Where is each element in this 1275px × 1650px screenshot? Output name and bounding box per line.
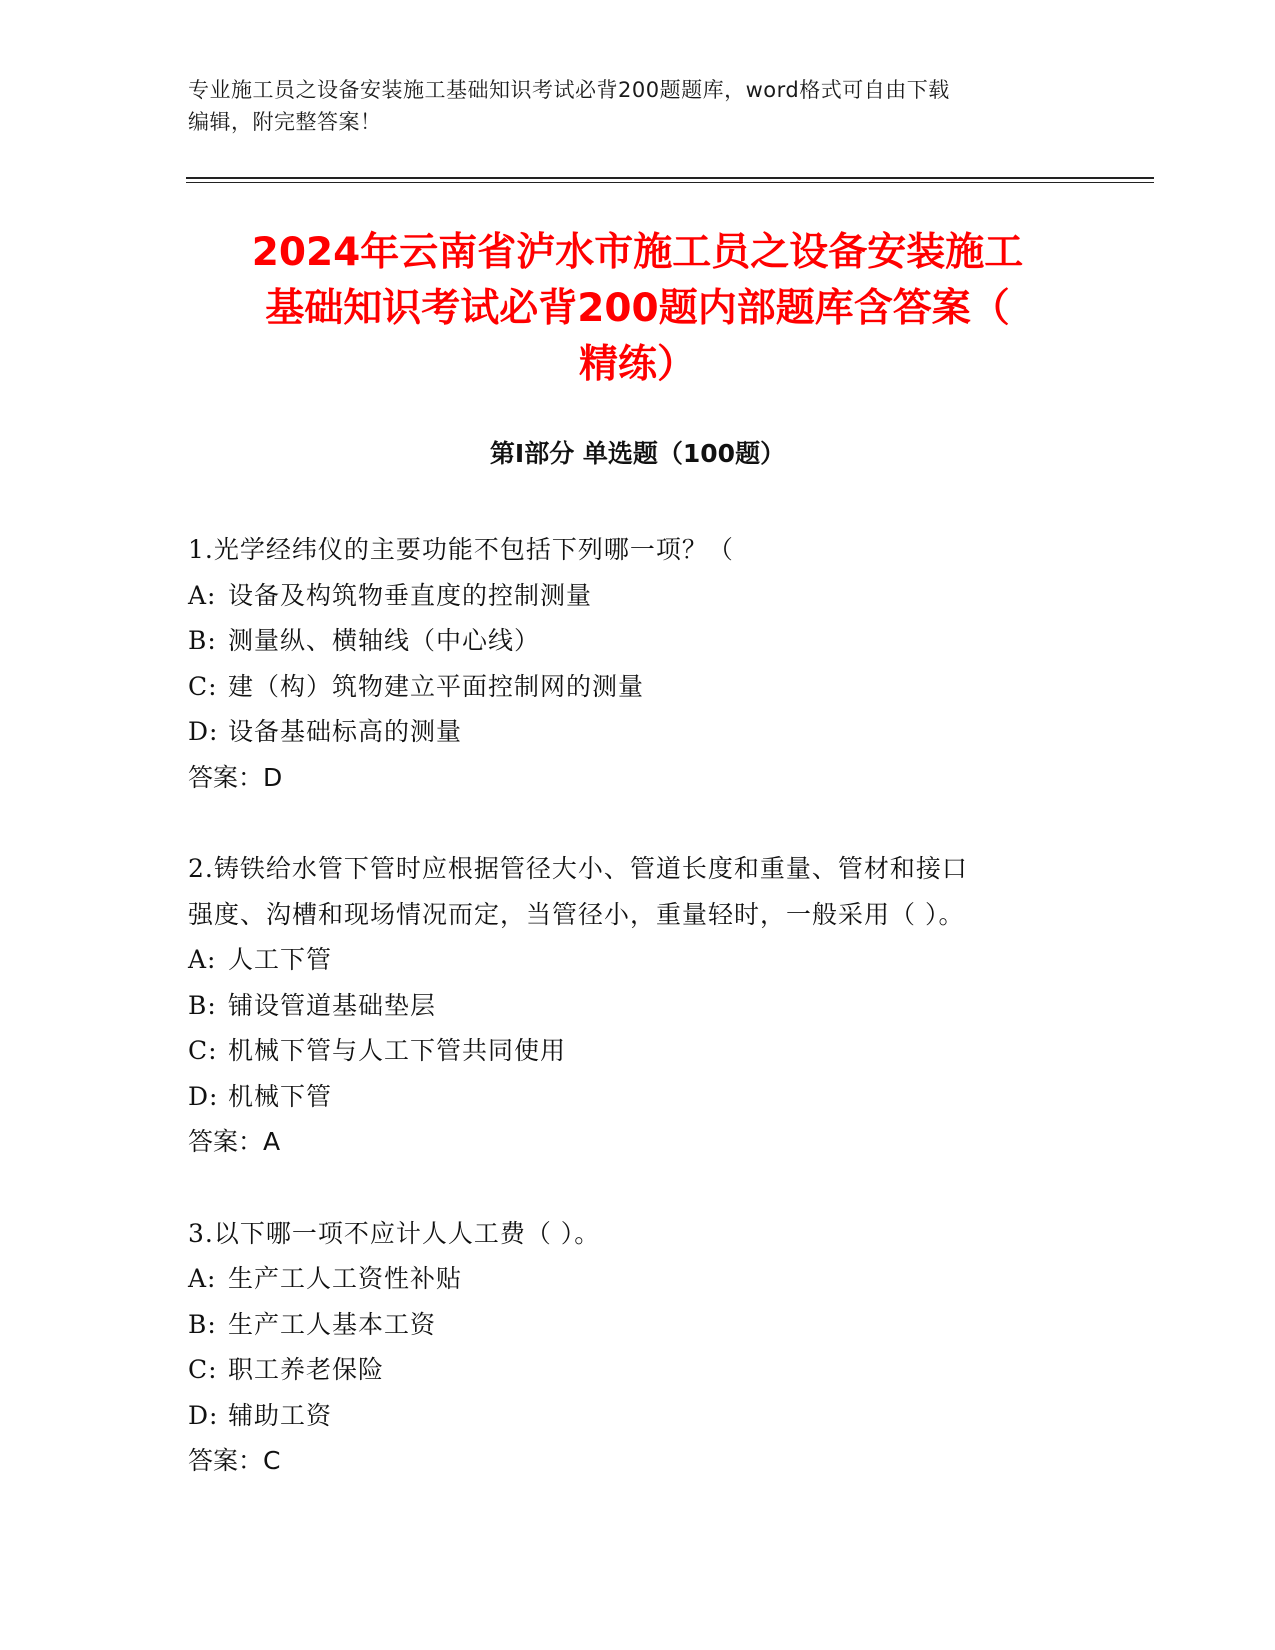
header-note-line-2: 编辑，附完整答案！ xyxy=(188,110,382,134)
option-text: 测量纵、横轴线（中心线） xyxy=(228,626,541,655)
option-letter: D: xyxy=(188,1400,219,1430)
option-text: 设备及构筑物垂直度的控制测量 xyxy=(228,580,593,610)
answer-line: 答案：C xyxy=(188,1446,281,1475)
option-letter: A: xyxy=(188,580,217,610)
question-stem: 强度、沟槽和现场情况而定，当管径小，重量轻时，一般采用（ ）。 xyxy=(188,899,965,929)
option-text: 职工养老保险 xyxy=(228,1355,385,1384)
section-title: 第Ⅰ部分 单选题（100题） xyxy=(489,439,786,468)
answer-line: 答案：A xyxy=(188,1127,281,1156)
option-letter: C: xyxy=(188,1036,218,1065)
option-b xyxy=(188,618,1088,664)
header-note xyxy=(188,74,1088,138)
option-text: 设备基础标高的测量 xyxy=(228,717,463,746)
option-text: 生产工人基本工资 xyxy=(228,1309,437,1339)
option-text: 机械下管与人工下管共同使用 xyxy=(228,1036,567,1065)
option-b xyxy=(188,1302,1088,1348)
option-c xyxy=(188,664,1088,710)
option-c xyxy=(188,1028,1088,1074)
option-letter: B: xyxy=(188,990,217,1020)
option-letter: B: xyxy=(188,1309,217,1339)
option-d xyxy=(188,1393,1088,1439)
option-d xyxy=(188,709,1088,755)
header-note-line-1: 专业施工员之设备安装施工基础知识考试必背200题题库，word格式可自由下载 xyxy=(188,78,950,102)
option-c xyxy=(188,1347,1088,1393)
question-stem: 3.以下哪一项不应计人人工费（ ）。 xyxy=(188,1218,601,1248)
option-letter: B: xyxy=(188,626,217,655)
option-letter: A: xyxy=(188,945,217,974)
document-title-line-1: 2024年云南省泸水市施工员之设备安装施工 xyxy=(251,230,1024,275)
option-b xyxy=(188,983,1088,1029)
question-2 xyxy=(188,846,1088,1165)
question-stem: 1.光学经纬仪的主要功能不包括下列哪一项？（ xyxy=(188,535,734,564)
document-title-line-3: 精练） xyxy=(578,342,696,387)
option-text: 人工下管 xyxy=(228,945,333,974)
option-d xyxy=(188,1074,1088,1120)
option-letter: A: xyxy=(188,1264,217,1293)
document-title-line-2: 基础知识考试必背200题内部题库含答案（ xyxy=(265,286,1010,331)
option-letter: D: xyxy=(188,717,219,746)
option-text: 辅助工资 xyxy=(228,1400,333,1430)
option-text: 铺设管道基础垫层 xyxy=(228,990,437,1020)
option-text: 建（构）筑物建立平面控制网的测量 xyxy=(228,671,645,701)
question-list xyxy=(188,527,1088,1530)
document-title xyxy=(150,225,1125,393)
header-divider-thin xyxy=(186,182,1154,183)
option-text: 生产工人工资性补贴 xyxy=(228,1264,463,1293)
answer-line: 答案：D xyxy=(188,762,283,792)
option-letter: C: xyxy=(188,671,218,701)
option-letter: C: xyxy=(188,1355,218,1384)
option-a xyxy=(188,1256,1088,1302)
question-stem: 2.铸铁给水管下管时应根据管径大小、管道长度和重量、管材和接口 xyxy=(188,854,968,883)
header-divider-thick xyxy=(186,177,1154,179)
question-1 xyxy=(188,527,1088,800)
option-letter: D: xyxy=(188,1081,219,1111)
option-a xyxy=(188,937,1088,983)
option-a xyxy=(188,573,1088,619)
option-text: 机械下管 xyxy=(228,1081,333,1111)
question-3 xyxy=(188,1211,1088,1484)
